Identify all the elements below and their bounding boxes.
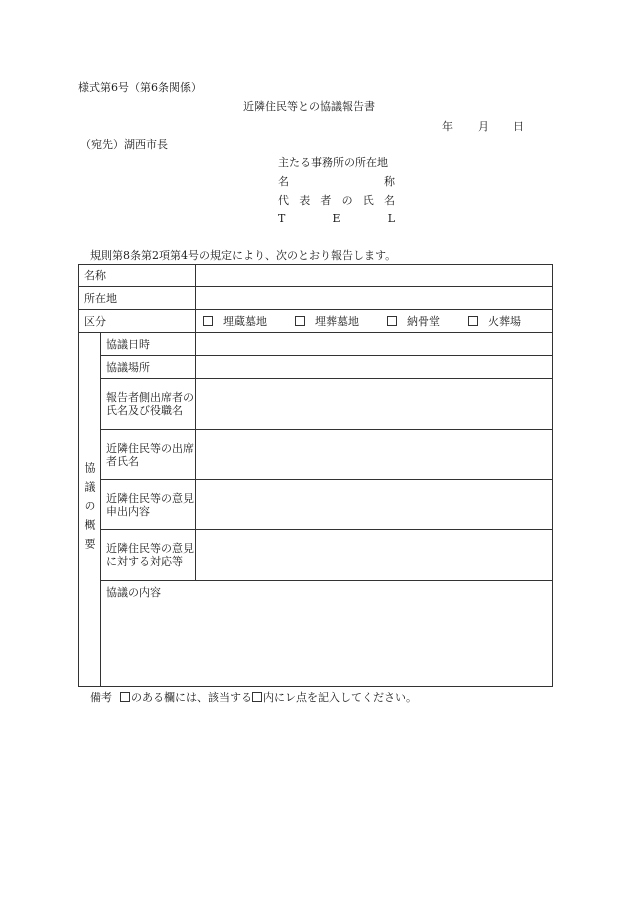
- table-row: [79, 530, 553, 581]
- representative-name-label: 代 表 者 の 氏 名: [278, 194, 395, 207]
- table-row: [79, 287, 553, 310]
- checkbox-icon[interactable]: [468, 316, 478, 326]
- category-option-burial-ground[interactable]: 埋蔵墓地: [203, 315, 267, 328]
- meeting-content-label: 協議の内容: [106, 586, 161, 599]
- office-address-label: 主たる事務所の所在地: [278, 156, 388, 169]
- resident-opinions-label: 近隣住民等の意見申出内容: [101, 480, 196, 530]
- table-row: [79, 333, 553, 356]
- reporter-attendees-label: 報告者側出席者の氏名及び役職名: [101, 379, 196, 430]
- meeting-datetime-field[interactable]: [196, 333, 553, 356]
- resident-attendees-field[interactable]: [196, 430, 553, 480]
- reporter-attendees-field[interactable]: [196, 379, 553, 430]
- remarks-label: 備考: [90, 691, 112, 704]
- summary-label: 協議の概要: [83, 462, 96, 557]
- response-field[interactable]: [196, 530, 553, 581]
- facility-name-field[interactable]: [196, 265, 553, 287]
- table-row: [79, 265, 553, 287]
- table-row: [79, 379, 553, 430]
- summary-label-cell: [79, 333, 101, 687]
- checkbox-icon[interactable]: [203, 316, 213, 326]
- meeting-datetime-label: 協議日時: [101, 333, 196, 356]
- name-label: 名 称: [278, 175, 395, 188]
- response-label: 近隣住民等の意見に対する対応等: [101, 530, 196, 581]
- table-row: [79, 310, 553, 333]
- category-option-interment-ground[interactable]: 埋葬墓地: [295, 315, 359, 328]
- form-number: 様式第6号（第6条関係）: [78, 81, 202, 94]
- table-row: [79, 480, 553, 530]
- month-label: 月: [478, 120, 489, 133]
- remarks-text: のある欄には、該当する 内にレ点を記入してください。: [120, 692, 417, 703]
- day-label: 日: [513, 120, 524, 133]
- location-field[interactable]: [196, 287, 553, 310]
- table-row: [79, 581, 553, 687]
- category-label: 区分: [79, 310, 196, 333]
- facility-name-label: 名称: [79, 265, 196, 287]
- report-table: [78, 264, 553, 687]
- document-title: 近隣住民等との協議報告書: [243, 100, 375, 113]
- location-label: 所在地: [79, 287, 196, 310]
- tel-label: T E L: [278, 212, 395, 225]
- checkbox-icon: [252, 692, 262, 702]
- remarks: [90, 692, 417, 703]
- checkbox-icon[interactable]: [295, 316, 305, 326]
- year-label: 年: [442, 120, 453, 133]
- checkbox-icon: [120, 692, 130, 702]
- meeting-place-label: 協議場所: [101, 356, 196, 379]
- statement: 規則第8条第2項第4号の規定により、次のとおり報告します。: [90, 249, 397, 262]
- category-option-ossuary[interactable]: 納骨堂: [387, 315, 440, 328]
- meeting-content-field[interactable]: [101, 581, 553, 687]
- table-row: [79, 356, 553, 379]
- category-option-crematorium[interactable]: 火葬場: [468, 315, 521, 328]
- checkbox-icon[interactable]: [387, 316, 397, 326]
- resident-attendees-label: 近隣住民等の出席者氏名: [101, 430, 196, 480]
- table-row: [79, 430, 553, 480]
- category-field: [196, 310, 553, 333]
- addressee: （宛先）湖西市長: [80, 138, 168, 151]
- meeting-place-field[interactable]: [196, 356, 553, 379]
- resident-opinions-field[interactable]: [196, 480, 553, 530]
